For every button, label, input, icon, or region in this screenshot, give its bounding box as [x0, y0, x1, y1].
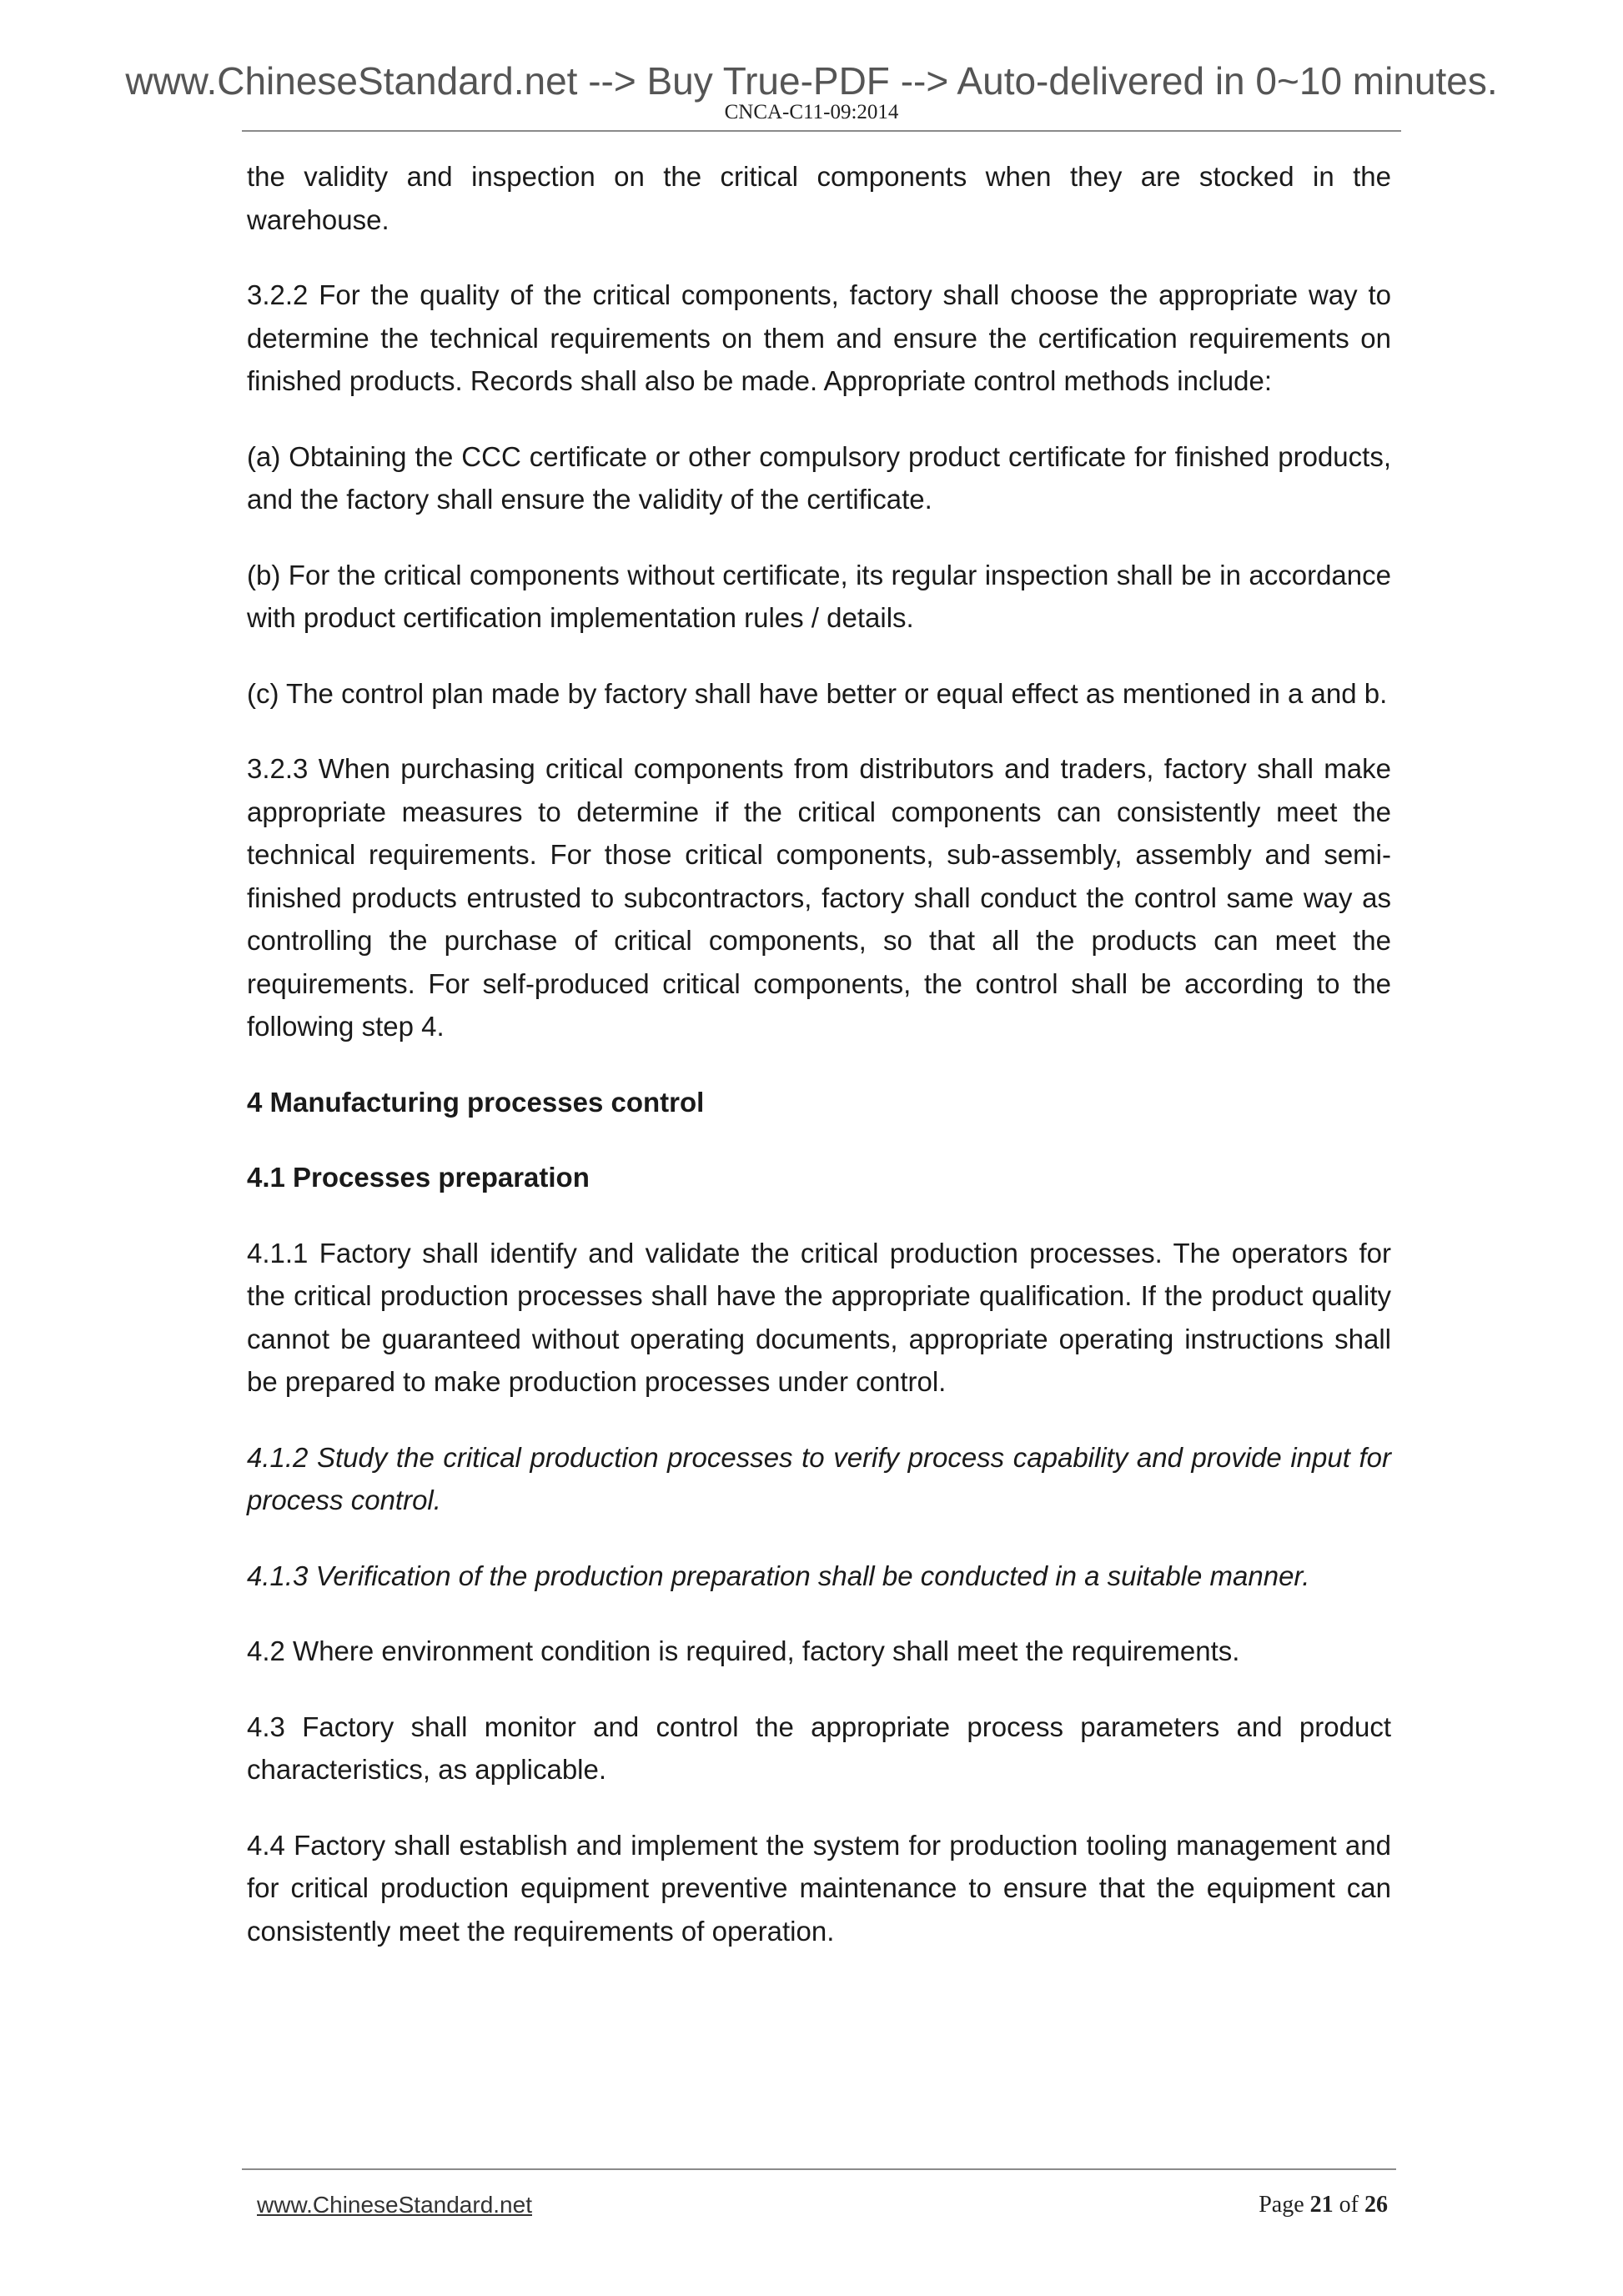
- page-current: 21: [1309, 2192, 1334, 2218]
- paragraph-4-3: 4.3 Factory shall monitor and control the appropriate process parameters and product characteristics, as applicable.: [247, 1711, 1391, 1785]
- paragraph-item-b: (b) For the critical components without certificate, its regular inspection shall be in accordance with product certification implementation rules / details.: [247, 559, 1391, 633]
- header-divider: [242, 130, 1401, 132]
- paragraph-4-1-1: 4.1.1 Factory shall identify and validate the critical production processes. The operators for the critical production processes shall have the appropriate qualification. If the product quality cannot be guaranteed without operating documents, appropriate operating instructions shall be prepared to make production processes under control.: [247, 1237, 1391, 1397]
- document-body: [247, 155, 1391, 1985]
- footer-divider: [242, 2168, 1396, 2170]
- section-heading-4-1: 4.1 Processes preparation: [247, 1162, 590, 1193]
- paragraph-4-1-2: 4.1.2 Study the critical production processes to verify process capability and provide input for process control.: [247, 1441, 1391, 1515]
- paragraph-item-a: (a) Obtaining the CCC certificate or other compulsory product certificate for finished products, and the factory shall ensure the validity of the certificate.: [247, 440, 1391, 515]
- paragraph-item-c: (c) The control plan made by factory shall have better or equal effect as mentioned in a and b.: [247, 677, 1388, 709]
- paragraph-4-1-3: 4.1.3 Verification of the production preparation shall be conducted in a suitable manner.: [247, 1560, 1310, 1591]
- paragraph-continuation: the validity and inspection on the critical components when they are stocked in the warehouse.: [247, 161, 1391, 235]
- paragraph-3-2-2: 3.2.2 For the quality of the critical components, factory shall choose the appropriate way to determine the technical requirements on them and ensure the certification requirements on finished products. Records shall also be made. Appropriate control methods include:: [247, 279, 1391, 396]
- page-word: Page: [1259, 2192, 1304, 2218]
- document-code: CNCA-C11-09:2014: [724, 101, 899, 123]
- page-banner: www.ChineseStandard.net --> Buy True-PDF --> Auto-delivered in 0~10 minutes.: [125, 59, 1498, 103]
- page-number: [1259, 2193, 1388, 2217]
- paragraph-4-2: 4.2 Where environment condition is required, factory shall meet the requirements.: [247, 1635, 1240, 1666]
- footer-website-link[interactable]: www.ChineseStandard.net: [257, 2192, 532, 2218]
- page-of-word: of: [1339, 2192, 1359, 2218]
- paragraph-3-2-3: 3.2.3 When purchasing critical components from distributors and traders, factory shall make appropriate measures to determine if the critical components can consistently meet the technical requirements. For those critical components, sub-assembly, assembly and semi-finished products entrusted to subcontractors, factory shall conduct the control same way as controlling the purchase of critical components, so that all the products can meet the requirements. For self-produced critical components, the control shall be according to the following step 4.: [247, 753, 1391, 1042]
- page-total: 26: [1364, 2192, 1388, 2218]
- paragraph-4-4: 4.4 Factory shall establish and implement the system for production tooling management and for critical production equipment preventive maintenance to ensure that the equipment can consistently meet the requirements of operation.: [247, 1829, 1391, 1947]
- section-heading-4: 4 Manufacturing processes control: [247, 1086, 705, 1118]
